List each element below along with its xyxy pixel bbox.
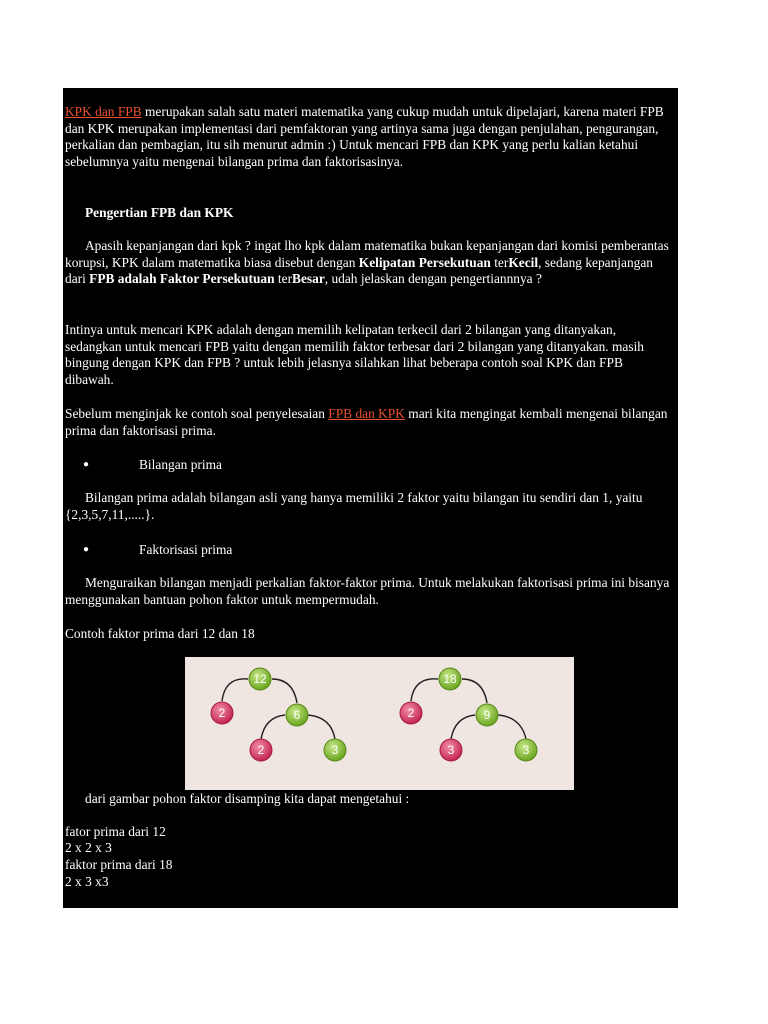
prime-definition (65, 490, 673, 523)
factor-tree-figure (185, 657, 574, 790)
tree12-root: 12 (253, 672, 267, 686)
factorization-definition (65, 575, 673, 608)
result-line-3: faktor prima dari 18 (65, 857, 173, 872)
before-text-1: Sebelum menginjak ke contoh soal penyelesaian (65, 406, 329, 421)
bullet-faktorisasi-prima (63, 542, 671, 559)
tree12-left: 2 (218, 706, 226, 720)
tree18-leaf-a: 3 (447, 743, 455, 757)
bullet-dot-icon: ● (83, 459, 90, 470)
definition-bold-2: Kecil (508, 254, 539, 270)
heading-text: Pengertian FPB dan KPK (85, 205, 234, 220)
before-text-2: mari kita mengingat kembali mengenai bilangan prima dan faktorisasi prima. (65, 406, 668, 438)
prime-definition-text: Bilangan prima adalah bilangan asli yang hanya memiliki 2 faktor yaitu bilangan itu sendiri dan 1, yaitu {2,3,5,7,11,.....}. (65, 490, 643, 522)
factorization-text: Menguraikan bilangan menjadi perkalian faktor-faktor prima. Untuk melakukan faktorisasi prima ini bisanya menggunakan bantuan pohon faktor untuk mempermudah. (65, 575, 670, 607)
bullet-dot-icon: ● (83, 544, 90, 555)
summary-paragraph: Intinya untuk mencari KPK adalah dengan memilih kelipatan terkecil dari 2 bilangan yang ditanyakan, sedangkan untuk mencari FPB yaitu dengan memilih faktor terbesar dari 2 bilangan yang ditanyakan. masih bingung dengan KPK dan FPB ? untuk lebih jelasnya silahkan lihat beberapa contoh soal KPK dan FPB dibawah. (65, 322, 644, 387)
after-figure-label: dari gambar pohon faktor disamping kita dapat mengetahui : (85, 791, 410, 806)
tree18-leaf-b: 3 (522, 743, 530, 757)
tree18-mid: 9 (483, 708, 491, 722)
factor-tree-diagram (185, 657, 574, 790)
tree12-leaf-b: 3 (331, 743, 339, 757)
document-page (63, 88, 678, 908)
kpk-fpb-link[interactable]: KPK dan FPB (65, 104, 142, 119)
definition-text-1: Apasih kepanjangan dari kpk ? ingat lho kpk dalam matematika bukan kepanjangan dari komisi pemberantas korupsi, KPK dalam matematika biasa disebut dengan (65, 238, 669, 270)
bullet-bilangan-prima (63, 457, 671, 474)
bullet-label: Faktorisasi prima (139, 542, 233, 557)
tree18-root: 18 (443, 672, 457, 686)
tree12-mid: 6 (293, 708, 301, 722)
definition-text-4: ter (274, 271, 293, 287)
before-paragraph (65, 406, 673, 439)
result-line-1: fator prima dari 12 (65, 824, 166, 839)
definition-text-2: ter (490, 254, 509, 270)
result-line-2: 2 x 2 x 3 (65, 840, 112, 855)
definition-text-5: , udah jelaskan dengan pengertiannnya ? (324, 271, 542, 287)
section-heading (65, 205, 673, 222)
definition-bold-3: FPB adalah Faktor Persekutuan (89, 271, 275, 287)
after-figure-text (65, 791, 673, 808)
definition-bold-1: Kelipatan Persekutuan (358, 254, 491, 270)
fpb-kpk-link[interactable]: FPB dan KPK (328, 406, 405, 421)
definition-bold-4: Besar (292, 271, 325, 287)
factor-tree-12 (222, 679, 335, 739)
definition-text-3: , sedang kepanjangan dari (65, 254, 653, 287)
example-title: Contoh faktor prima dari 12 dan 18 (65, 626, 255, 641)
intro-paragraph (65, 104, 673, 170)
tree12-leaf-a: 2 (257, 743, 265, 757)
definition-paragraph (65, 238, 673, 288)
bullet-label: Bilangan prima (139, 457, 222, 472)
factor-tree-18 (411, 679, 526, 739)
intro-text: merupakan salah satu materi matematika yang cukup mudah untuk dipelajari, karena materi FPB dan KPK merupakan implementasi dari pemfaktoran yang artinya sama juga dengan penjulahan, pengurangan, perkalian dan pembagian, itu sih menurut admin :) Untuk mencari FPB dan KPK yang perlu kalian ketahui sebelumnya yaitu mengenai bilangan prima dan faktorisasinya. (65, 104, 664, 169)
tree18-left: 2 (407, 706, 415, 720)
result-line-4: 2 x 3 x3 (65, 874, 109, 889)
